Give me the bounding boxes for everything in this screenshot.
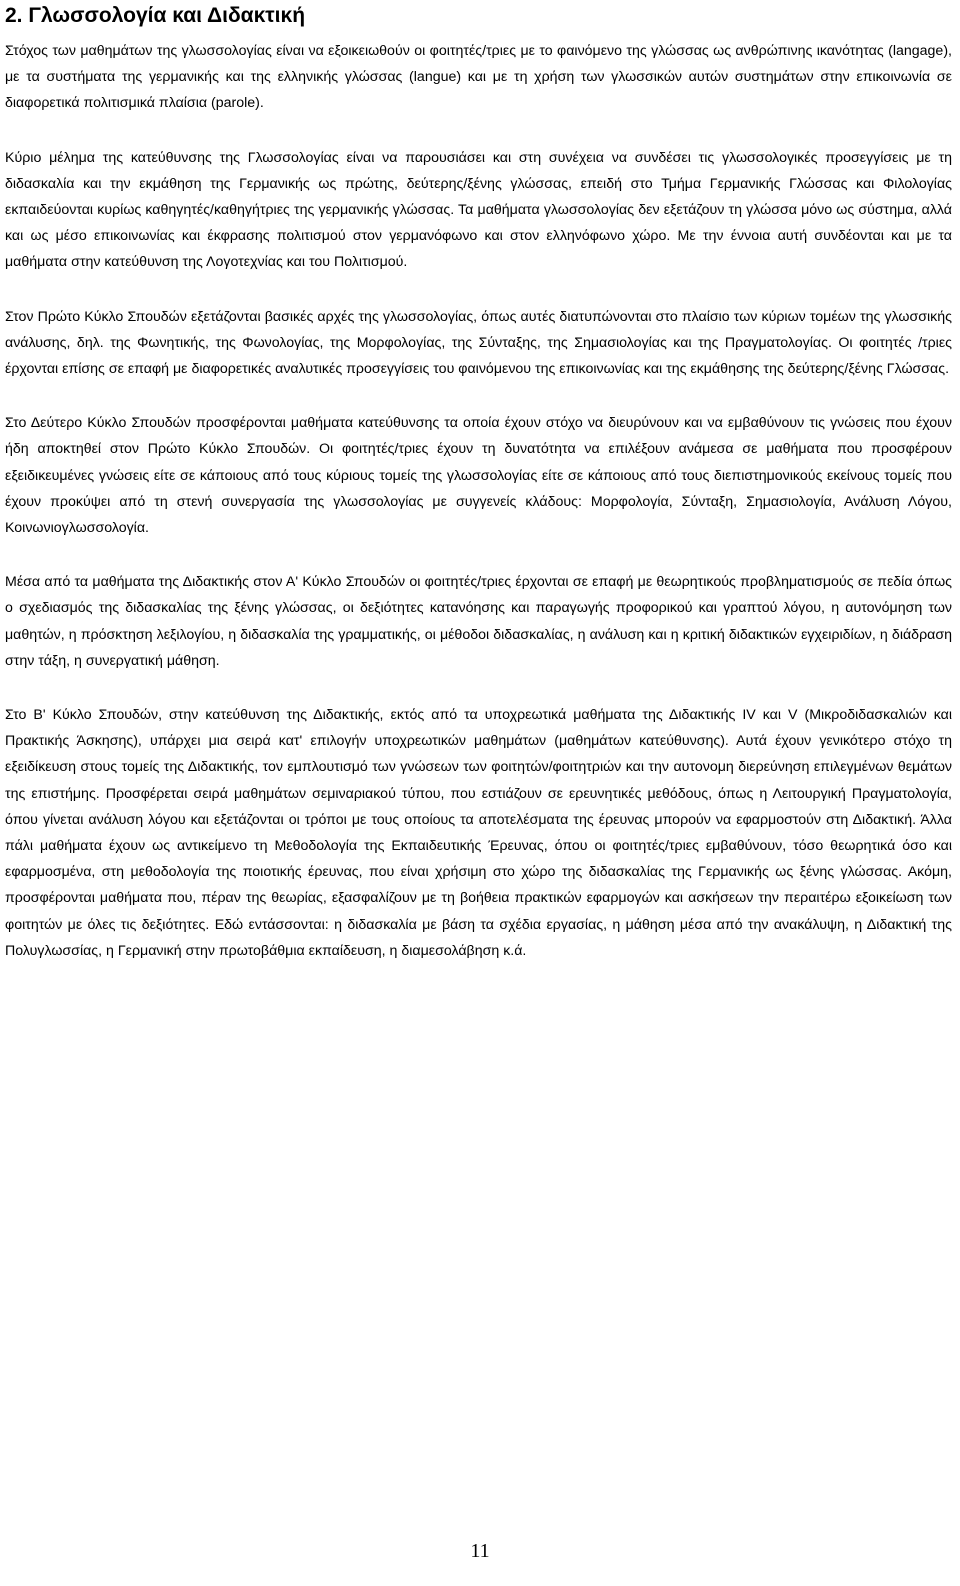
page-number: 11 xyxy=(470,1540,490,1562)
paragraph-didactics-b-cycle: Στο Β' Κύκλο Σπουδών, στην κατεύθυνση της Διδακτικής, εκτός από τα υποχρεωτικά μαθήματα της Διδακτικής IV και V (Μικροδιδασκαλιών και Πρακτικής Άσκησης), υπάρχει μια σειρά κατ' επιλογήν υποχρεωτικών μαθημάτων (μαθημάτων κατεύθυνσης). Αυτά έχουν γενικότερο στόχο τη εξειδίκευση στους τομείς της Διδακτικής, τον εμπλουτισμό των γνώσεων των φοιτητών/φοιτητριών και την αυτονομη διερεύνηση επιλεγμένων θεμάτων της επιστήμης. Προσφέρεται σειρά μαθημάτων σεμιναριακού τύπου, που εστιάζουν σε ερευνητικές μεθόδους, όπως η Λειτουργική Πραγματολογία, όπου γίνεται ανάλυση λόγου και εξετάζονται οι τρόποι με τους οποίους τα αποτελέσματα της έρευνας μπορούν να εφαρμοστούν στη Διδακτική. Άλλα πάλι μαθήματα έχουν ως αντικείμενο τη Μεθοδολογία της Εκπαιδευτικής Έρευνας, όπου οι φοιτητές/τριες εμβαθύνουν, τόσο θεωρητικά όσο και εφαρμοσμένα, στη μεθοδολογία της ποιοτικής έρευνας, που είναι χρήσιμη στο χώρο της διδασκαλίας της Γερμανικής ως ξένης γλώσσας. Ακόμη, προσφέρονται μαθήματα που, πέραν της θεωρίας, εξασφαλίζουν με τη βοήθεια πρακτικών εφαρμογών και ασκήσεων την περαιτέρω εξοικείωση των φοιτητών με όλες τις δεξιότητες. Εδώ εντάσσονται: η διδασκαλία με βάση τα σχέδια εργασίας, η μάθηση μέσα από την ανακάλυψη, η Διδακτική της Πολυγλωσσίας, η Γερμανική στην πρωτοβάθμια εκπαίδευση, η διαμεσολάβηση κ.ά. xyxy=(5,707,952,959)
paragraph-second-cycle: Στο Δεύτερο Κύκλο Σπουδών προσφέρονται μαθήματα κατεύθυνσης τα οποία έχουν στόχο να διευρύνουν και να εμβαθύνουν τις γνώσεις που έχουν ήδη αποκτηθεί στον Πρώτο Κύκλο Σπουδών. Οι φοιτητές/τριες έχουν τη δυνατότητα να επιλέξουν ανάμεσα σε μαθήματα που προσφέρουν εξειδικευμένες γνώσεις είτε σε κάποιους από τους κύριους τομείς της γλωσσολογίας είτε σε κάποιους από τους διεπιστημονικούς εκείνους τομείς που έχουν προκύψει από τη στενή συνεργασία της γλωσσολογίας με συγγενείς κλάδους: Μορφολογία, Σύνταξη, Σημασιολογία, Ανάλυση Λόγου, Κοινωνιογλωσσολογία. xyxy=(5,415,952,537)
paragraph-linguistics-orientation: Κύριο μέλημα της κατεύθυνσης της Γλωσσολογίας είναι να παρουσιάσει και στη συνέχεια να συνδέσει τις γλωσσολογικές προσεγγίσεις με τη διδασκαλία και την εκμάθηση της Γερμανικής ως πρώτης, δεύτερης/ξένης γλώσσας, επειδή στο Τμήμα Γερμανικής Γλώσσας και Φιλολογίας εκπαιδεύονται κυρίως καθηγητές/καθηγήτριες της γερμανικής γλώσσας. Τα μαθήματα γλωσσολογίας δεν εξετάζουν τη γλώσσα μόνο ως σύστημα, αλλά και ως μέσο επικοινωνίας και έκφρασης πολιτισμού στον γερμανόφωνο και στον ελληνόφωνο χώρο. Με την έννοια αυτή συνδέονται και με τα μαθήματα στην κατεύθυνση της Λογοτεχνίας και του Πολιτισμού. xyxy=(5,149,952,271)
paragraph-didactics-a-cycle: Μέσα από τα μαθήματα της Διδακτικής στον Α' Κύκλο Σπουδών οι φοιτητές/τριες έρχονται σε επαφή με θεωρητικούς προβληματισμούς σε πεδία όπως ο σχεδιασμός της διδασκαλίας της ξένης γλώσσας, οι δεξιότητες κατανόησης και παραγωγής προφορικού και γραπτού λόγου, η αυτονόμηση των μαθητών, η πρόσκτηση λεξιλογίου, η διδασκαλία της γραμματικής, οι μέθοδοι διδασκαλίας, η ανάλυση και η κριτική διδακτικών εγχειριδίων, η διάδραση στην τάξη, η συνεργατική μάθηση. xyxy=(5,574,952,669)
paragraph-intro: Στόχος των μαθημάτων της γλωσσολογίας είναι να εξοικειωθούν οι φοιτητές/τριες με το φαινόμενο της γλώσσας ως ανθρώπινης ικανότητας (langage), με τα συστήματα της γερμανικής και της ελληνικής γλώσσας (langue) και με τη χρήση των γλωσσικών αυτών συστημάτων στην επικοινωνία σε διαφορετικά πολιτισμικά πλαίσια (parole). xyxy=(5,43,952,112)
section-body xyxy=(5,38,952,992)
paragraph-first-cycle: Στον Πρώτο Κύκλο Σπουδών εξετάζονται βασικές αρχές της γλωσσολογίας, όπως αυτές διατυπώνονται στο πλαίσιο των κύριων τομέων της γλωσσικής ανάλυσης, δηλ. της Φωνητικής, της Φωνολογίας, της Μορφολογίας, της Σύνταξης, της Σημασιολογίας και της Πραγματολογίας. Οι φοιτητές /τριες έρχονται επίσης σε επαφή με διαφορετικές αναλυτικές προσεγγίσεις του φαινόμενου της επικοινωνίας και της εκμάθησης της δεύτερης/ξένης Γλώσσας. xyxy=(5,308,952,378)
section-heading: 2. Γλωσσολογία και Διδακτική xyxy=(5,4,306,27)
